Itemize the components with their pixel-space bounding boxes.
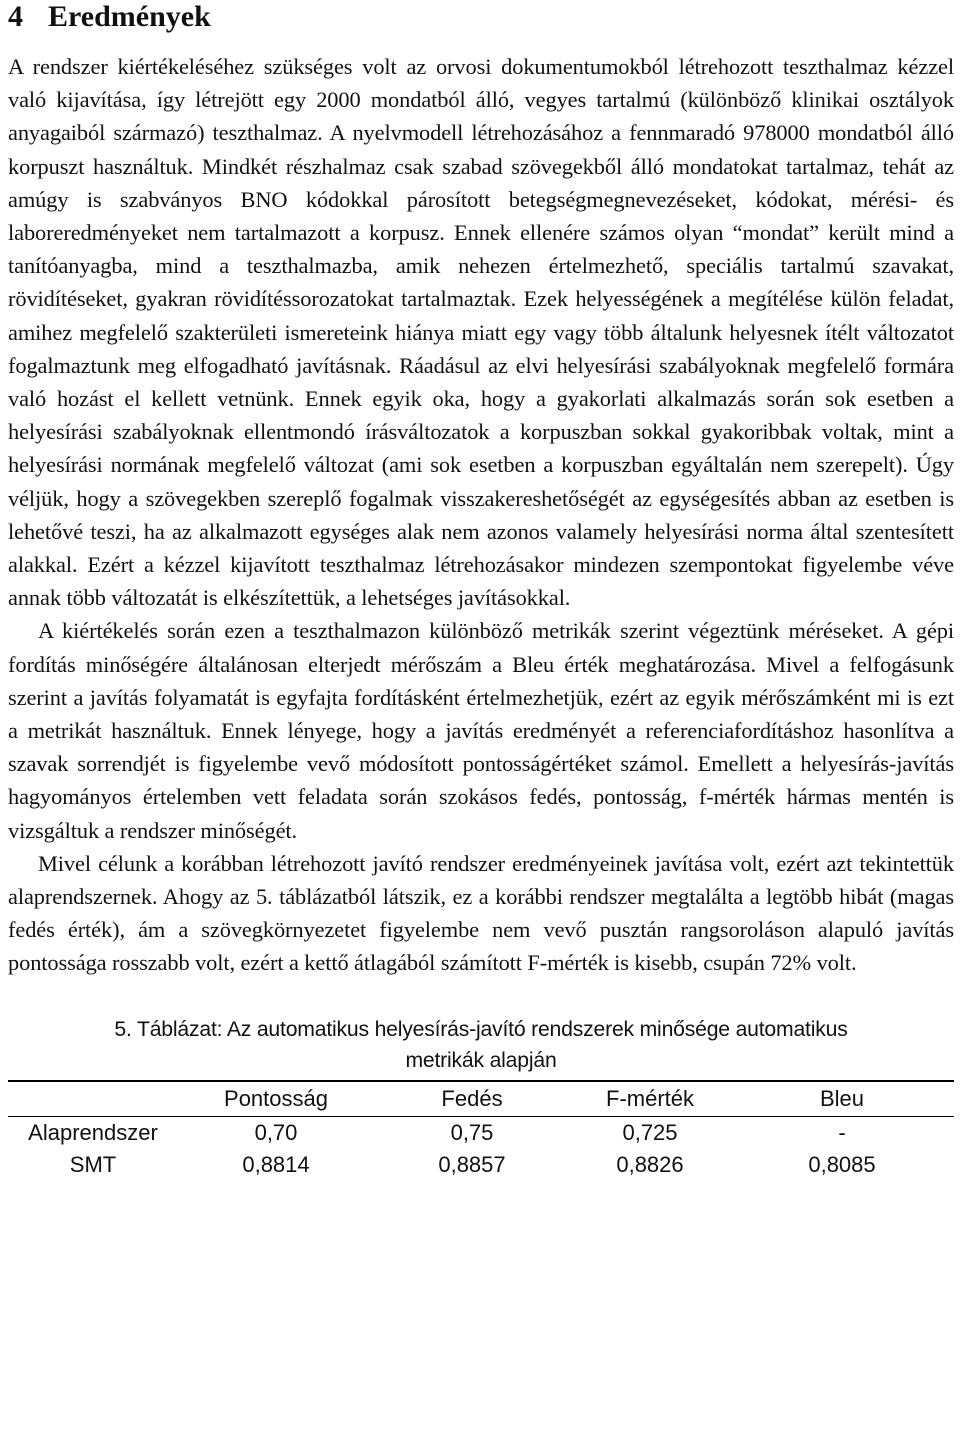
table-cell: 0,8814: [242, 1151, 310, 1177]
table-cell: 0,70: [254, 1119, 298, 1145]
table-caption-line-2: metrikák alapján: [405, 1048, 557, 1072]
section-body: [8, 50, 954, 980]
results-table: [8, 1080, 954, 1181]
section-title: Eredmények: [48, 0, 211, 33]
header-cell-f-mertek: F-mérték: [570, 1081, 730, 1117]
header-cell-fedes: Fedés: [374, 1081, 570, 1117]
table-row: [8, 1149, 954, 1181]
section-heading: [8, 0, 954, 40]
header-cell-pontossag: Pontosság: [178, 1081, 374, 1117]
table-cell: 0,75: [450, 1119, 494, 1145]
paragraph-1: A rendszer kiértékeléséhez szükséges volt az orvosi dokumentumokból létrehozott teszthalmaz kézzel való kijavítása, így létrejött egy 2000 mondatból álló, vegyes tartalmú (különböző klinikai osztályok anyagaiból származó) teszthalmaz. A nyelvmodell létrehozásához a fennmaradó 978000 mondatból álló korpuszt használtuk. Mindkét részhalmaz csak szabad szövegekből álló mondatokat tartalmaz, tehát az amúgy is szabványos BNO kódokkal párosított betegségmegnevezéseket, kódokat, mérési- és laboreredményeket nem tartalmazott a korpusz. Ennek ellenére számos olyan “mondat” került mind a tanítóanyagba, mind a teszthalmazba, amik nehezen értelmezhető, speciális tartalmú szavakat, rövidítéseket, gyakran rövidítéssorozatokat tartalmaztak. Ezek helyességének a megítélése külön feladat, amihez megfelelő szakterületi ismereteink hiánya miatt egy vagy több általunk helyesnek ítélt változatot fogalmaztunk meg elfogadható javításnak. Ráadásul az elvi helyesírási szabályoknak megfelelő formára való hozást el kellett vetnünk. Ennek egyik oka, hogy a gyakorlati alkalmazás során sok esetben a helyesírási szabályoknak ellentmondó írásváltozatok a korpuszban sokkal gyakoribbak voltak, mint a helyesírási normának megfelelő változat (ami sok esetben a korpuszban egyáltalán nem szerepelt). Úgy véljük, hogy a szövegekben szereplő fogalmak visszakereshetőségét az egységesítés abban az esetben is lehetővé teszi, ha az alkalmazott egységes alak nem azonos valamely helyesírási norma által szentesített alakkal. Ezért a kézzel kijavított teszthalmaz létrehozásakor mindezen szempontokat figyelembe véve annak több változatát is elkészítettük, a lehetséges javításokkal.: [8, 54, 954, 611]
table-cell: 0,725: [622, 1119, 678, 1145]
document-page: [8, 0, 954, 1181]
row-label: Alaprendszer: [28, 1119, 158, 1145]
table-row: [8, 1116, 954, 1149]
paragraph-3: Mivel célunk a korábban létrehozott javító rendszer eredményeinek javítása volt, ezért azt tekintettük alaprendszernek. Ahogy az 5. táblázatból látszik, ez a korábbi rendszer megtalálta a legtöbb hibát (magas fedés érték), ám a szövegkörnyezetet figyelembe nem vevő pusztán rangsoroláson alapuló javítás pontossága rosszabb volt, ezért a kettő átlagából számított F-mérték is kisebb, csupán 72% volt.: [8, 850, 954, 976]
section-number: 4: [8, 0, 23, 33]
header-cell-bleu: Bleu: [730, 1081, 954, 1117]
table-caption: [8, 1014, 954, 1076]
table-header-row: [8, 1081, 954, 1117]
table-cell: 0,8857: [438, 1151, 506, 1177]
row-label: SMT: [69, 1151, 117, 1177]
paragraph-2: A kiértékelés során ezen a teszthalmazon különböző metrikák szerint végeztünk méréseket. A gépi fordítás minőségére általánosan elterjedt mérőszám a Bleu érték meghatározása. Mivel a felfogásunk szerint a javítás folyamatát is egyfajta fordításként értelmezhetjük, ezért az egyik mérőszámként mi is ezt a metrikát használtuk. Ennek lényege, hogy a javítás eredményét a referenciafordításhoz hasonlítva a szavak sorrendjét is figyelembe vevő módosított pontosságértéket számol. Emellett a helyesírás-javítás hagyományos értelemben vett feladata során szokásos fedés, pontosság, f-mérték hármas mentén is vizsgáltuk a rendszer minőségét.: [8, 618, 954, 843]
table-cell: -: [838, 1119, 846, 1145]
header-cell-empty: [8, 1081, 178, 1117]
table-cell: 0,8826: [616, 1151, 684, 1177]
table-caption-line-1: 5. Táblázat: Az automatikus helyesírás-javító rendszerek minősége automatikus: [114, 1017, 848, 1041]
table-cell: 0,8085: [808, 1151, 876, 1177]
